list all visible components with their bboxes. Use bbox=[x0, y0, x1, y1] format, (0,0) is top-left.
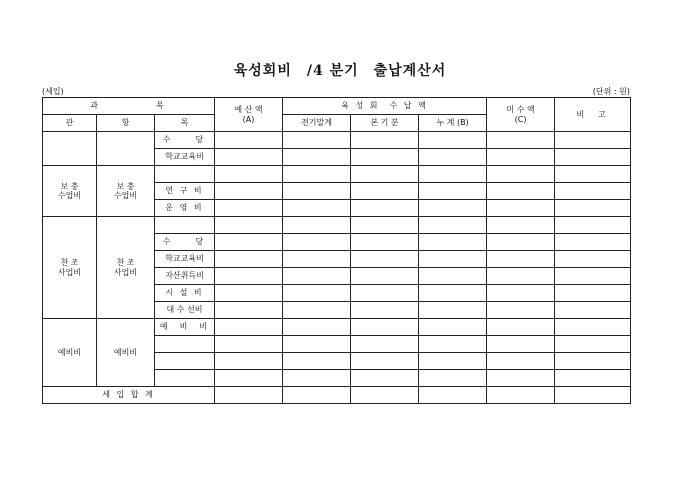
header-gwan: 관 bbox=[43, 115, 97, 132]
header-budget bbox=[215, 98, 283, 132]
header-unpaid-sub: (C) bbox=[514, 114, 527, 124]
table-row bbox=[43, 319, 631, 336]
mok-cell: 수 당 bbox=[155, 132, 215, 149]
hang-cell: 예비비 bbox=[97, 319, 155, 387]
total-row bbox=[43, 387, 631, 404]
gwan-cell: 예비비 bbox=[43, 319, 97, 387]
mok-cell: 연 구 비 bbox=[155, 183, 215, 200]
header-row-1 bbox=[43, 98, 631, 115]
header-cumulative: 누 계 (B) bbox=[419, 115, 487, 132]
header-prev-end: 전기말계 bbox=[283, 115, 351, 132]
mok-cell: 시 설 비 bbox=[155, 285, 215, 302]
gwan-cell: 찬 조 사업비 bbox=[43, 217, 97, 319]
mok-cell: 예 비 비 bbox=[155, 319, 215, 336]
table-row bbox=[43, 132, 631, 149]
unit-label: (단위 : 원) bbox=[592, 87, 630, 96]
mok-cell: 수 당 bbox=[155, 234, 215, 251]
mok-cell: 학교교육비 bbox=[155, 251, 215, 268]
header-current: 본 기 분 bbox=[351, 115, 419, 132]
hang-cell: 찬 조 사업비 bbox=[97, 217, 155, 319]
total-label: 세 입 합 계 bbox=[43, 387, 215, 404]
header-unpaid-label: 미 수 액 bbox=[506, 105, 535, 115]
table-row bbox=[43, 217, 631, 234]
ledger-table bbox=[42, 97, 631, 404]
mok-cell: 대 수 선비 bbox=[155, 302, 215, 319]
mok-cell: 운 영 비 bbox=[155, 200, 215, 217]
header-hang: 항 bbox=[97, 115, 155, 132]
hang-cell: 보 충 수업비 bbox=[97, 166, 155, 217]
table-row bbox=[43, 166, 631, 183]
mok-cell: 학교교육비 bbox=[155, 149, 215, 166]
header-unpaid bbox=[487, 98, 555, 132]
header-gwamok: 과 목 bbox=[43, 98, 215, 115]
header-collection: 육 성 회 수 납 액 bbox=[283, 98, 487, 115]
revenue-label: (세입) bbox=[42, 87, 64, 96]
document-title: 육성회비 /4 분기 출납계산서 bbox=[233, 63, 447, 79]
header-budget-sub: (A) bbox=[242, 114, 255, 124]
header-mok: 목 bbox=[155, 115, 215, 132]
hang-cell bbox=[97, 132, 155, 166]
gwan-cell bbox=[43, 132, 97, 166]
header-budget-label: 예 산 액 bbox=[234, 105, 263, 115]
mok-cell: 자산취득비 bbox=[155, 268, 215, 285]
gwan-cell: 보 충 수업비 bbox=[43, 166, 97, 217]
header-remarks: 비 고 bbox=[555, 98, 631, 132]
